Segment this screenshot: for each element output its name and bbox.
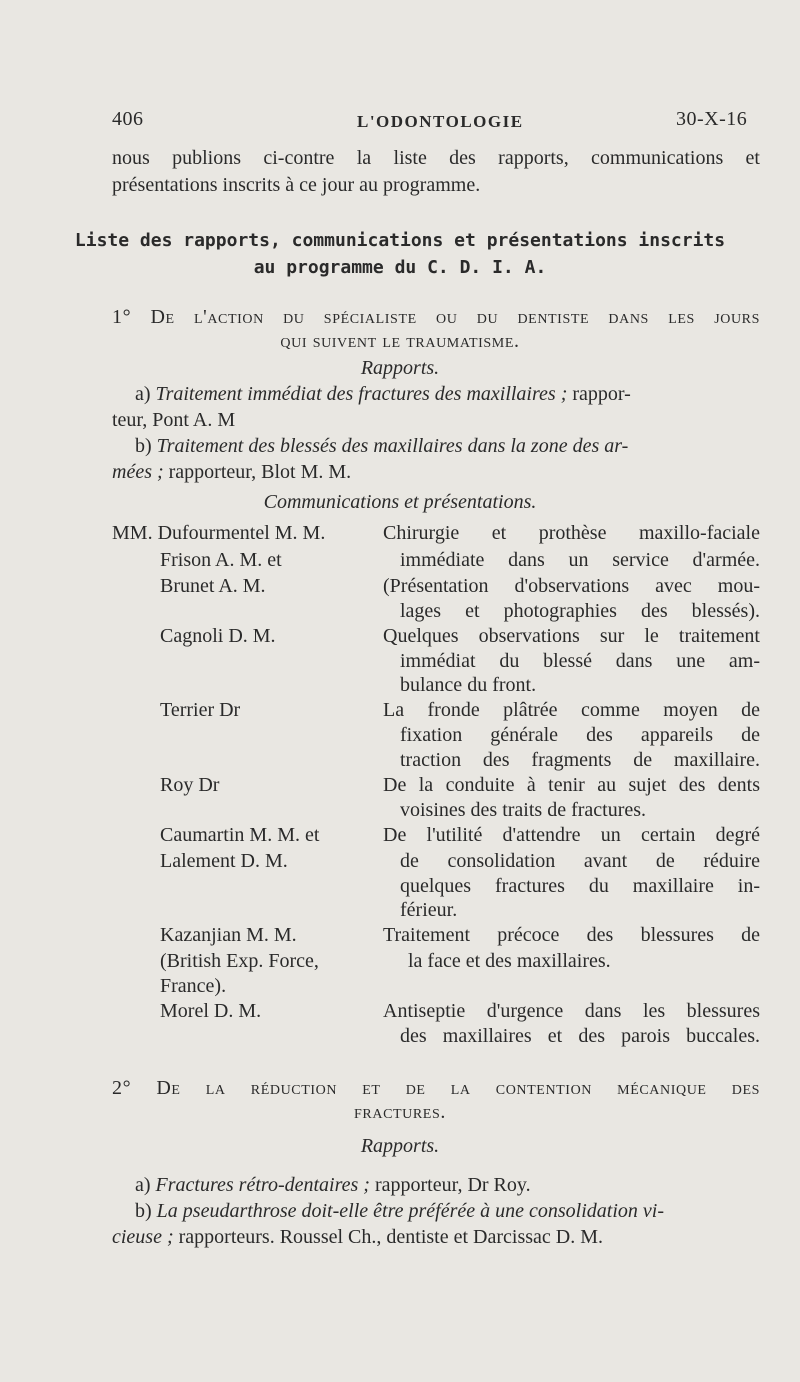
report-b-title-end: mées ;: [112, 461, 164, 483]
entry-4-text-2: fixation générale des appareils de: [400, 724, 760, 746]
section-2-heading-line-1: 2° De la réduction et de la contention mécanique des: [112, 1077, 760, 1099]
section-1-report-a-line-2: teur, Pont A. M: [112, 409, 236, 431]
section-1-report-b-line-1: [135, 436, 628, 456]
section-1-report-b-line-2: [112, 462, 351, 482]
entry-5-name: Roy Dr: [160, 774, 220, 796]
journal-title: L'ODONTOLOGIE: [357, 112, 524, 131]
section-2-report-b-line-2: [112, 1227, 603, 1247]
entry-7-text-2: la face et des maxillaires.: [408, 950, 611, 972]
section-1-report-a-line-1: [135, 384, 631, 404]
intro-line-1: nous publions ci-contre la liste des rapports, communications et: [112, 147, 760, 169]
entry-6-text-2: de consolidation avant de réduire: [400, 850, 760, 872]
section-1-heading-line-2: qui suivent le traumatisme.: [280, 330, 520, 352]
entry-3-text-1: Quelques observations sur le traitement: [383, 625, 760, 647]
entry-1-name: MM. Dufourmentel M. M.: [112, 522, 326, 544]
section-2-report-b-line-1: [135, 1201, 664, 1221]
report-2b-title-end: cieuse ;: [112, 1226, 174, 1248]
entry-1-text-2: immédiate dans un service d'armée.: [400, 549, 760, 571]
communications-label: Communications et présentations.: [263, 491, 537, 513]
report-a-label: a): [135, 383, 151, 405]
report-b-rest: rapporteur, Blot M. M.: [168, 461, 352, 483]
report-2a-label: a): [135, 1174, 151, 1196]
entry-4-text-1: La fronde plâtrée comme moyen de: [383, 699, 760, 721]
report-2b-rest: rapporteurs. Roussel Ch., dentiste et Darcissac D. M.: [178, 1226, 603, 1248]
entry-6-text-1: De l'utilité d'attendre un certain degré: [383, 824, 760, 846]
entry-2-text-1: (Présentation d'observations avec mou-: [383, 575, 760, 597]
section-2-report-a: [135, 1175, 531, 1195]
entry-5-text-2: voisines des traits de fractures.: [400, 799, 647, 821]
entry-6-name-2: Lalement D. M.: [160, 850, 288, 872]
section-2-rapports-label: Rapports.: [360, 1135, 440, 1157]
issue-date: 30-X-16: [676, 108, 748, 130]
report-b-label: b): [135, 435, 152, 457]
report-a-title: Traitement immédiat des fractures des maxillaires ;: [155, 383, 568, 405]
entry-7-name-3: France).: [160, 975, 227, 997]
entry-7-text-1: Traitement précoce des blessures de: [383, 924, 760, 946]
entry-5-text-1: De la conduite à tenir au sujet des dents: [383, 774, 760, 796]
entry-2-name-1: Frison A. M. et: [160, 549, 282, 571]
list-title-line-1: Liste des rapports, communications et présentations inscrits: [74, 230, 726, 251]
list-title-line-2: au programme du C. D. I. A.: [253, 257, 547, 278]
report-a-rest: rappor-: [572, 383, 631, 405]
section-1-rapports-label: Rapports.: [360, 357, 440, 379]
entry-8-text-1: Antiseptie d'urgence dans les blessures: [383, 1000, 760, 1022]
report-2b-title: La pseudarthrose doit-elle être préférée à une consolidation vi-: [156, 1200, 664, 1222]
entry-6-name-1: Caumartin M. M. et: [160, 824, 320, 846]
intro-line-2: présentations inscrits à ce jour au programme.: [112, 174, 481, 196]
entry-7-name-2: (British Exp. Force,: [160, 950, 319, 972]
page-number: 406: [112, 108, 144, 130]
entry-3-text-2: immédiat du blessé dans une am-: [400, 650, 760, 672]
entry-4-text-3: traction des fragments de maxillaire.: [400, 749, 760, 771]
report-2a-rest: rapporteur, Dr Roy.: [374, 1174, 531, 1196]
entry-4-name: Terrier Dr: [160, 699, 241, 721]
section-1-heading-line-1: 1° De l'action du spécialiste ou du dentiste dans les jours: [112, 306, 760, 328]
entry-8-name: Morel D. M.: [160, 1000, 262, 1022]
report-2b-label: b): [135, 1200, 152, 1222]
entry-3-name: Cagnoli D. M.: [160, 625, 276, 647]
section-2-heading-line-2: fractures.: [354, 1101, 446, 1123]
entry-7-name-1: Kazanjian M. M.: [160, 924, 297, 946]
entry-6-text-3: quelques fractures du maxillaire in-: [400, 875, 760, 897]
entry-1-text-1: Chirurgie et prothèse maxillo-faciale: [383, 522, 760, 544]
entry-3-text-3: bulance du front.: [400, 674, 537, 696]
entry-6-text-4: férieur.: [400, 899, 458, 921]
report-b-title: Traitement des blessés des maxillaires dans la zone des ar-: [156, 435, 629, 457]
entry-2-text-2: lages et photographies des blessés).: [400, 600, 760, 622]
entry-8-text-2: des maxillaires et des parois buccales.: [400, 1025, 760, 1047]
report-2a-title: Fractures rétro-dentaires ;: [155, 1174, 370, 1196]
entry-2-name-2: Brunet A. M.: [160, 575, 266, 597]
